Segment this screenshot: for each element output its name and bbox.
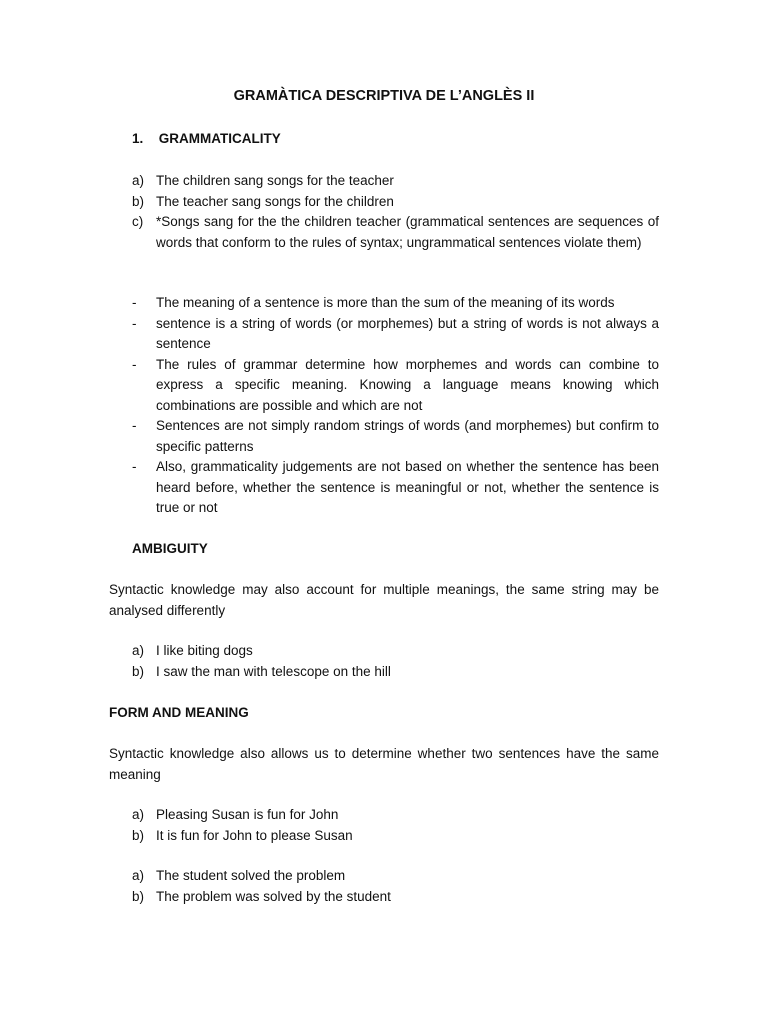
bullet-item	[132, 416, 659, 457]
list-marker: b)	[132, 827, 145, 843]
list-item-text: The problem was solved by the student	[156, 888, 391, 904]
bullet-text: The rules of grammar determine how morphemes and words can combine to express a specific meaning. Knowing a language means knowing which combinations are possible and which are not	[156, 356, 659, 413]
form-and-meaning-heading: FORM AND MEANING	[109, 705, 249, 720]
form-meaning-examples-2	[132, 866, 659, 907]
list-marker: a)	[132, 807, 145, 822]
list-item-text: I saw the man with telescope on the hill	[156, 663, 391, 679]
bullet-item	[132, 355, 659, 417]
ambiguity-paragraph: Syntactic knowledge may also account for multiple meanings, the same string may be analysed differently	[109, 582, 659, 618]
bullet-marker: -	[132, 295, 137, 310]
bullet-marker: -	[132, 356, 137, 372]
ambiguity-examples	[132, 641, 659, 682]
list-item-text: *Songs sang for the the children teacher (grammatical sentences are sequences of words that conform to the rules of syntax; ungrammatical sentences violate them)	[156, 214, 659, 250]
list-item	[132, 887, 659, 908]
bullet-item	[132, 293, 659, 314]
list-marker: a)	[132, 173, 145, 188]
bullet-marker: -	[132, 315, 137, 331]
list-item-text: Pleasing Susan is fun for John	[156, 807, 339, 822]
list-item	[132, 212, 659, 253]
list-marker: a)	[132, 868, 145, 883]
list-item	[132, 641, 659, 662]
list-item-text: The children sang songs for the teacher	[156, 173, 394, 188]
form-and-meaning-paragraph: Syntactic knowledge also allows us to determine whether two sentences have the same meaning	[109, 746, 659, 782]
list-marker: b)	[132, 193, 145, 209]
bullet-text: Also, grammaticality judgements are not based on whether the sentence has been heard before, whether the sentence is meaningful or not, whether the sentence is true or not	[156, 459, 659, 515]
grammaticality-bullets	[132, 293, 659, 519]
list-item-text: The student solved the problem	[156, 868, 346, 883]
bullet-text: Sentences are not simply random strings of words (and morphemes) but confirm to specific patterns	[156, 418, 659, 454]
list-marker: b)	[132, 663, 145, 679]
list-item	[132, 826, 659, 847]
list-item-text: It is fun for John to please Susan	[156, 827, 353, 843]
form-meaning-examples-1	[132, 805, 659, 846]
list-item-text: I like biting dogs	[156, 643, 253, 658]
list-item	[132, 805, 659, 826]
bullet-text: The meaning of a sentence is more than the sum of the meaning of its words	[156, 295, 615, 310]
section-title: GRAMMATICALITY	[158, 131, 281, 146]
bullet-item	[132, 314, 659, 355]
list-item	[132, 192, 659, 213]
list-item	[132, 171, 659, 192]
list-marker: c)	[132, 214, 144, 229]
list-item	[132, 662, 659, 683]
ambiguity-heading: AMBIGUITY	[132, 541, 208, 556]
section-grammaticality-heading	[132, 129, 281, 150]
list-marker: b)	[132, 888, 145, 904]
section-number: 1.	[132, 131, 144, 146]
bullet-text: sentence is a string of words (or morphemes) but a string of words is not always a sentence	[156, 315, 659, 351]
bullet-marker: -	[132, 418, 137, 433]
bullet-marker: -	[132, 459, 137, 474]
bullet-item	[132, 457, 659, 519]
list-item	[132, 866, 659, 887]
list-item-text: The teacher sang songs for the children	[156, 193, 394, 209]
grammaticality-examples	[132, 171, 659, 253]
list-marker: a)	[132, 643, 145, 658]
document-title: GRAMÀTICA DESCRIPTIVA DE L’ANGLÈS II	[233, 88, 535, 104]
